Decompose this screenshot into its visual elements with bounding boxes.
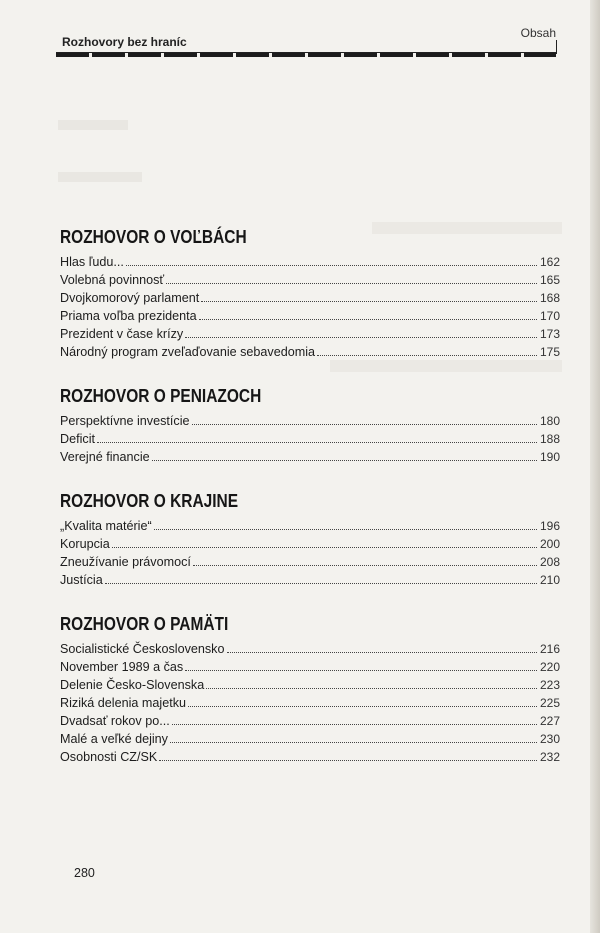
toc-entry bbox=[60, 412, 560, 430]
entry-title: Dvadsať rokov po... bbox=[60, 714, 170, 728]
dot-leader bbox=[97, 442, 537, 443]
toc-entry bbox=[60, 289, 560, 307]
dot-leader bbox=[206, 688, 537, 689]
dot-leader bbox=[154, 529, 537, 530]
header-rule bbox=[56, 52, 556, 57]
entry-page-number: 190 bbox=[539, 450, 560, 464]
dot-leader bbox=[227, 652, 537, 653]
toc-entry bbox=[60, 712, 560, 730]
dot-leader bbox=[166, 283, 537, 284]
toc-entry bbox=[60, 748, 560, 766]
entry-title: November 1989 a čas bbox=[60, 660, 184, 674]
dot-leader bbox=[192, 424, 537, 425]
dot-leader bbox=[152, 460, 537, 461]
page-edge bbox=[590, 0, 600, 933]
entry-page-number: 232 bbox=[539, 750, 560, 764]
dot-leader bbox=[199, 319, 537, 320]
entry-title: Priama voľba prezidenta bbox=[60, 309, 197, 323]
toc-entry bbox=[60, 253, 560, 271]
entry-title: Dvojkomorový parlament bbox=[60, 291, 200, 305]
entry-title: Volebná povinnosť bbox=[60, 273, 165, 287]
running-head bbox=[56, 26, 556, 58]
dot-leader bbox=[201, 301, 537, 302]
entry-page-number: 180 bbox=[539, 414, 560, 428]
entry-page-number: 175 bbox=[539, 345, 560, 359]
entry-page-number: 165 bbox=[539, 273, 560, 287]
dot-leader bbox=[159, 760, 537, 761]
chapter-heading: ROZHOVOR O PAMÄTI bbox=[60, 614, 229, 634]
dot-leader bbox=[105, 583, 537, 584]
page-number: 280 bbox=[74, 866, 95, 880]
toc-entry bbox=[60, 553, 560, 571]
entry-title: Delenie Česko-Slovenska bbox=[60, 678, 205, 692]
toc-entry bbox=[60, 694, 560, 712]
entry-page-number: 208 bbox=[539, 555, 560, 569]
entry-title: Hlas ľudu... bbox=[60, 255, 124, 269]
entry-page-number: 200 bbox=[539, 537, 560, 551]
entry-page-number: 227 bbox=[539, 714, 560, 728]
toc-entry bbox=[60, 430, 560, 448]
dot-leader bbox=[193, 565, 537, 566]
show-through bbox=[58, 172, 142, 182]
toc-entry bbox=[60, 517, 560, 535]
entry-page-number: 220 bbox=[539, 660, 560, 674]
dot-leader bbox=[112, 547, 537, 548]
dot-leader bbox=[185, 670, 537, 671]
chapter-heading: ROZHOVOR O VOĽBÁCH bbox=[60, 227, 247, 247]
entry-title: Perspektívne investície bbox=[60, 414, 190, 428]
toc-entry bbox=[60, 271, 560, 289]
entry-title: Deficit bbox=[60, 432, 95, 446]
section-title: Obsah bbox=[520, 26, 556, 40]
chapter-heading: ROZHOVOR O KRAJINE bbox=[60, 491, 239, 511]
dot-leader bbox=[126, 265, 537, 266]
toc-entry bbox=[60, 325, 560, 343]
entry-page-number: 225 bbox=[539, 696, 560, 710]
entry-title: „Kvalita matérie“ bbox=[60, 519, 152, 533]
dot-leader bbox=[185, 337, 537, 338]
show-through bbox=[58, 120, 128, 130]
dot-leader bbox=[317, 355, 537, 356]
toc-entry bbox=[60, 730, 560, 748]
toc-entry bbox=[60, 343, 560, 361]
dot-leader bbox=[188, 706, 537, 707]
entry-title: Socialistické Československo bbox=[60, 642, 225, 656]
toc-entry bbox=[60, 658, 560, 676]
entry-page-number: 196 bbox=[539, 519, 560, 533]
chapter-section bbox=[60, 611, 560, 766]
chapter-section bbox=[60, 383, 560, 466]
entry-title: Prezident v čase krízy bbox=[60, 327, 184, 341]
dot-leader bbox=[170, 742, 537, 743]
toc-entry bbox=[60, 448, 560, 466]
entry-title: Verejné financie bbox=[60, 450, 150, 464]
entry-page-number: 162 bbox=[539, 255, 560, 269]
entry-title: Národný program zveľaďovanie sebavedomia bbox=[60, 345, 316, 359]
chapter-section bbox=[60, 224, 560, 361]
chapter-heading: ROZHOVOR O PENIAZOCH bbox=[60, 386, 262, 406]
toc-entry bbox=[60, 640, 560, 658]
entry-title: Zneužívanie právomocí bbox=[60, 555, 191, 569]
entry-title: Osobnosti CZ/SK bbox=[60, 750, 158, 764]
entry-title: Justícia bbox=[60, 573, 103, 587]
entry-page-number: 230 bbox=[539, 732, 560, 746]
table-of-contents bbox=[60, 224, 560, 766]
entry-page-number: 210 bbox=[539, 573, 560, 587]
entry-title: Korupcia bbox=[60, 537, 110, 551]
dot-leader bbox=[172, 724, 537, 725]
entry-page-number: 216 bbox=[539, 642, 560, 656]
entry-title: Malé a veľké dejiny bbox=[60, 732, 168, 746]
toc-entry bbox=[60, 307, 560, 325]
entry-title: Riziká delenia majetku bbox=[60, 696, 186, 710]
header-rule-end bbox=[556, 40, 557, 54]
entry-page-number: 188 bbox=[539, 432, 560, 446]
book-title: Rozhovory bez hraníc bbox=[62, 35, 187, 49]
entry-page-number: 173 bbox=[539, 327, 560, 341]
toc-entry bbox=[60, 571, 560, 589]
entry-page-number: 170 bbox=[539, 309, 560, 323]
entry-page-number: 223 bbox=[539, 678, 560, 692]
chapter-section bbox=[60, 488, 560, 589]
entry-page-number: 168 bbox=[539, 291, 560, 305]
toc-entry bbox=[60, 535, 560, 553]
toc-entry bbox=[60, 676, 560, 694]
